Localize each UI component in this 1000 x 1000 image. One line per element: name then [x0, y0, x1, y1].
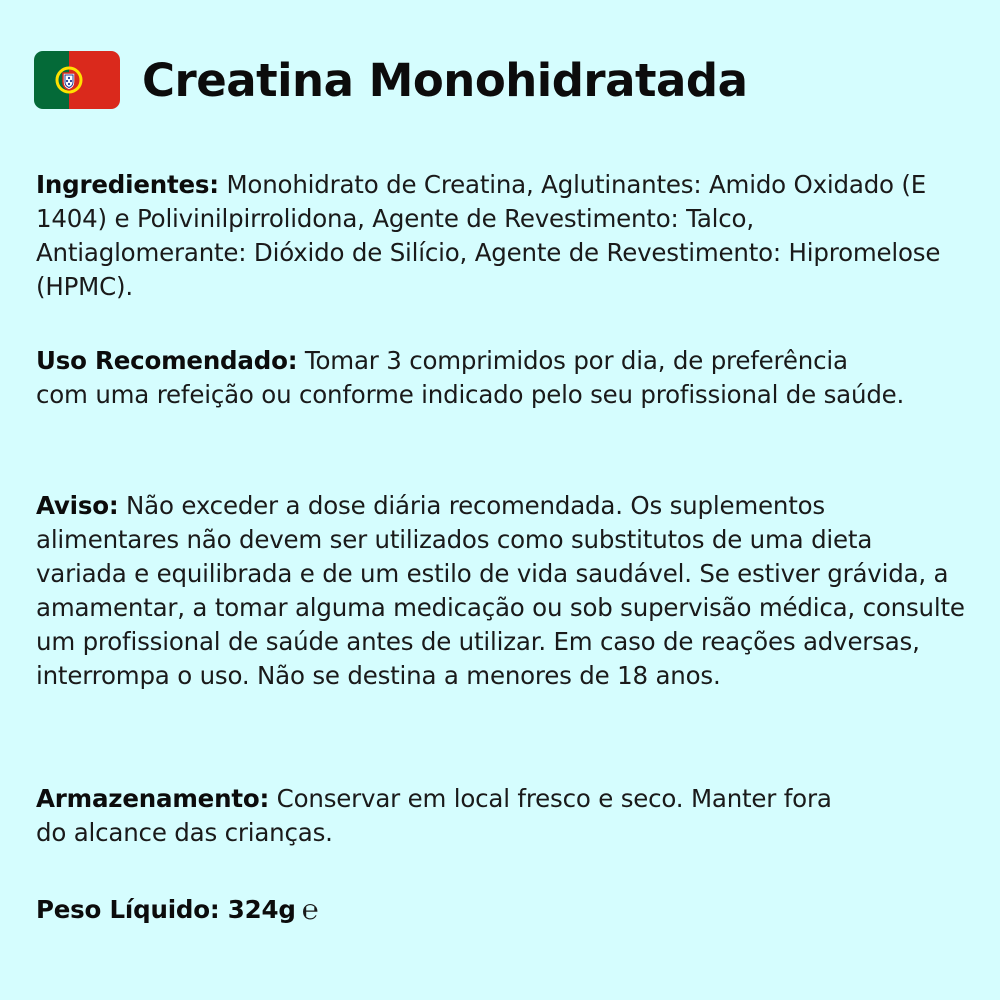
recommended-use-text: Tomar 3 comprimidos por dia, de preferência com uma refeição ou conforme indicado pelo seu profissional de saúde.	[36, 346, 905, 409]
ingredients-text: Monohidrato de Creatina, Aglutinantes: Amido Oxidado (E 1404) e Polivinilpirrolidona, Agente de Revestimento: Talco, Antiaglomerante: Dióxido de Silício, Agente de Revestimento: Hipromelose (HPMC).	[36, 170, 941, 301]
net-weight-section	[36, 893, 636, 927]
ingredients-section	[36, 168, 966, 304]
warning-label: Aviso:	[36, 491, 119, 520]
warning-section	[36, 489, 966, 693]
recommended-use-section	[36, 344, 906, 412]
storage-text: Conservar em local fresco e seco. Manter fora do alcance das crianças.	[36, 784, 832, 847]
net-weight-label: Peso Líquido: 324g	[36, 895, 296, 924]
warning-text: Não exceder a dose diária recomendada. Os suplementos alimentares não devem ser utilizados como substitutos de uma dieta variada e equilibrada e de um estilo de vida saudável. Se estiver grávida, a amamentar, a tomar alguma medicação ou sob supervisão médica, consulte um profissional de saúde antes de utilizar. Em caso de reações adversas, interrompa o uso. Não se destina a menores de 18 anos.	[36, 491, 965, 690]
storage-label: Armazenamento:	[36, 784, 270, 813]
storage-section	[36, 782, 836, 850]
header	[34, 44, 747, 116]
recommended-use-label: Uso Recomendado:	[36, 346, 298, 375]
portugal-flag-graphic	[34, 51, 120, 109]
portugal-flag-icon	[34, 51, 120, 109]
product-title: Creatina Monohidratada	[142, 53, 748, 107]
ingredients-label: Ingredientes:	[36, 170, 219, 199]
estimated-sign-icon: ℮	[301, 893, 319, 926]
